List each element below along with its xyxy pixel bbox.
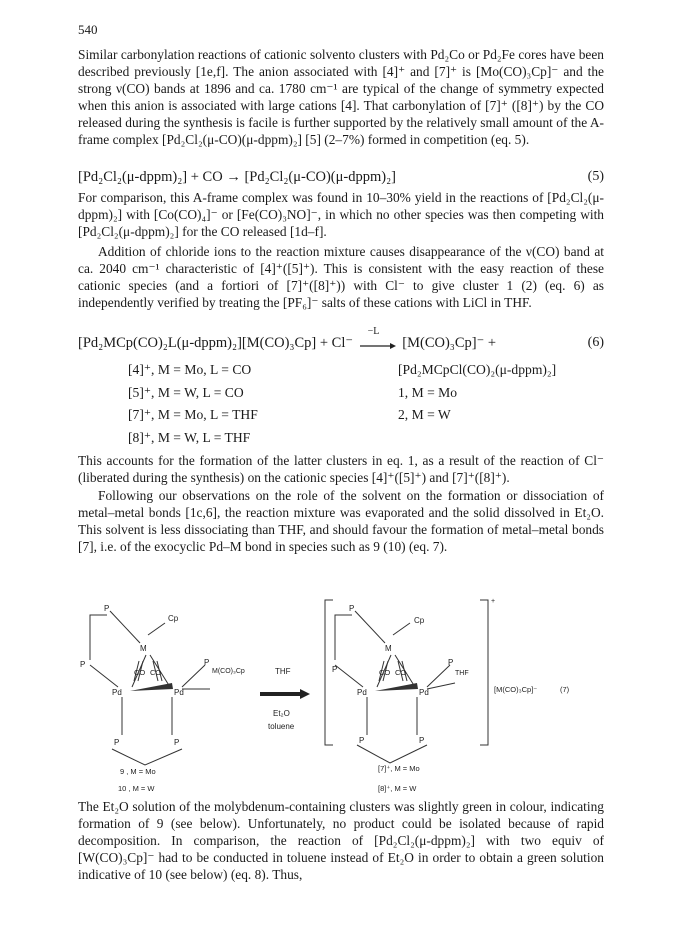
equation-6-rhs: [M(CO)₃Cp]⁻ + <box>402 335 497 351</box>
arrow-bottom-label-2: toluene <box>268 722 295 731</box>
label-pd-left: Pd <box>112 688 122 697</box>
eq6-row1-right: [Pd₂MCpCl(CO)₂(μ-dppm)₂] <box>398 362 557 377</box>
label-p-bottom-left: P <box>114 738 120 747</box>
label-charge: + <box>491 598 496 605</box>
arrow-top-label: THF <box>275 667 291 676</box>
eq6-row1-left: [4]⁺, M = Mo, L = CO <box>128 362 252 377</box>
equation-6-lhs: [Pd₂MCp(CO)₂L(μ-dppm)₂][M(CO)₃Cp] + Cl⁻ <box>78 335 354 351</box>
label-mco3cp: M(CO)₃Cp <box>212 668 245 675</box>
equilibrium-arrow <box>260 667 310 731</box>
label-thf: THF <box>455 670 469 677</box>
eq6-row2-right: 1, M = Mo <box>398 385 458 400</box>
label-co-2: CO <box>150 668 162 677</box>
cluster-right-structure <box>325 598 570 763</box>
caption-7: [7]⁺, M = Mo <box>378 764 420 773</box>
reaction-arrow <box>359 325 397 351</box>
label-co-r-2: CO <box>395 668 407 677</box>
label-co: CO <box>134 668 146 677</box>
paragraph-1: Similar carbonylation reactions of cationic solvento clusters with Pd₂Co or Pd₂Fe cores have been described previously [1e,f]. The anion associated with [4]⁺ and [7]⁺ is [Mo(CO)₃Cp]⁻ and the strong ν(CO) bands at 1896 and ca. 1780 cm⁻¹ are typical of the change of symmetry expected when this anion is associated with large cations [4]. That carbonylation of [7]⁺ ([8]⁺) by the CO released during the synthesis is facile is further supported by the relatively small amount of the A-frame complex [Pd₂Cl₂(μ-CO)(μ-dppm)₂] [5] (2–7%) formed in competition (eq. 5). <box>78 47 604 148</box>
label-pd-right: Pd <box>174 688 184 697</box>
eq6-row4-left: [8]⁺, M = W, L = THF <box>128 430 251 445</box>
label-m: M <box>140 644 147 653</box>
label-p: P <box>104 604 110 613</box>
label-p-r-left: P <box>332 665 338 674</box>
paragraph-2: For comparison, this A-frame complex was found in 10–30% yield in the reactions of [Pd₂Cl₂(μ-dppm)₂] with [Co(CO)₄]⁻ or [Fe(CO)₃NO]⁻, in which no other species was then competing with [Pd₂Cl₂(μ-dppm)₂] for the CO released [1d–f]. <box>78 190 604 240</box>
caption-8: [8]⁺, M = W <box>378 784 417 793</box>
equation-5-number: (5) <box>587 169 604 184</box>
label-p-r: P <box>349 604 355 613</box>
label-cp: Cp <box>168 614 179 623</box>
label-p-r-bottom-right: P <box>419 736 425 745</box>
equation-5-text: [Pd₂Cl₂(μ-dppm)₂] + CO → [Pd₂Cl₂(μ-CO)(μ-dppm)₂] <box>78 169 396 185</box>
label-p-r-bottom-left: P <box>359 736 365 745</box>
paragraph-5: Following our observations on the role of the solvent on the formation or dissociation of metal–metal bonds [1c,6], the reaction mixture was evaporated and the solid dissolved in Et₂O. This solvent is less dissociating than THF, and should favour the formation of metal–metal bonds [7], i.e. of the exocyclic Pd–M bond in species such as 9 (10) (eq. 7). <box>78 488 604 555</box>
label-anion: [M(CO)₃Cp]⁻ <box>494 685 538 694</box>
page-number: 540 <box>78 22 98 37</box>
arrow-bottom-label-1: Et₂O <box>273 709 290 718</box>
arrow-label: −L <box>367 325 380 337</box>
caption-9: 9 , M = Mo <box>120 767 156 776</box>
label-p-right: P <box>204 658 210 667</box>
label-p-left: P <box>80 660 86 669</box>
paragraph-3: Addition of chloride ions to the reaction mixture causes disappearance of the ν(CO) band at ca. 2040 cm⁻¹ characteristic of [4]⁺([5]⁺). This is consistent with the easy reaction of these cationic species (and a fortiori of [7]⁺([8]⁺)) with Cl⁻ to give cluster 1 (2) (eq. 6) as independently verified by treating the [PF₆]⁻ salts of these cations with LiCl in THF. <box>78 244 604 311</box>
equation-6-number: (6) <box>587 335 604 350</box>
label-m-r: M <box>385 644 392 653</box>
paragraph-4: This accounts for the formation of the latter clusters in eq. 1, as a result of the reaction of Cl⁻ (liberated during the synthesis) on the cationic species [4]⁺([5]⁺) and [7]⁺([8]⁺). <box>78 453 604 486</box>
equation-6 <box>78 325 604 352</box>
arrow-icon <box>359 341 397 351</box>
eq6-row2-left: [5]⁺, M = W, L = CO <box>128 385 244 400</box>
label-cp-r: Cp <box>414 616 425 625</box>
cluster-left-structure <box>80 604 245 765</box>
eq6-row3-right: 2, M = W <box>398 407 451 422</box>
label-co-r: CO <box>379 668 391 677</box>
paragraph-6: The Et₂O solution of the molybdenum-containing clusters was slightly green in colour, indicating formation of 9 (see below). Unfortunately, no product could be isolated because of rapid decomposition. In comparison, the reaction of [Pd₂Cl₂(μ-dppm)₂] with two equiv of [W(CO)₃Cp]⁻ had to be conducted in toluene instead of Et₂O in order to obtain a green solution indicative of 10 (see below) (eq. 8). Thus, <box>78 799 604 883</box>
label-pd-r-left: Pd <box>357 688 367 697</box>
label-pd-r-right: Pd <box>419 688 429 697</box>
label-p-r-right: P <box>448 658 454 667</box>
caption-10: 10 , M = W <box>118 784 155 793</box>
reaction-scheme-7 <box>70 595 610 795</box>
scheme-eq-number: (7) <box>560 685 570 694</box>
label-p-bottom-right: P <box>174 738 180 747</box>
eq6-row3-left: [7]⁺, M = Mo, L = THF <box>128 407 258 422</box>
equation-5 <box>78 169 604 186</box>
